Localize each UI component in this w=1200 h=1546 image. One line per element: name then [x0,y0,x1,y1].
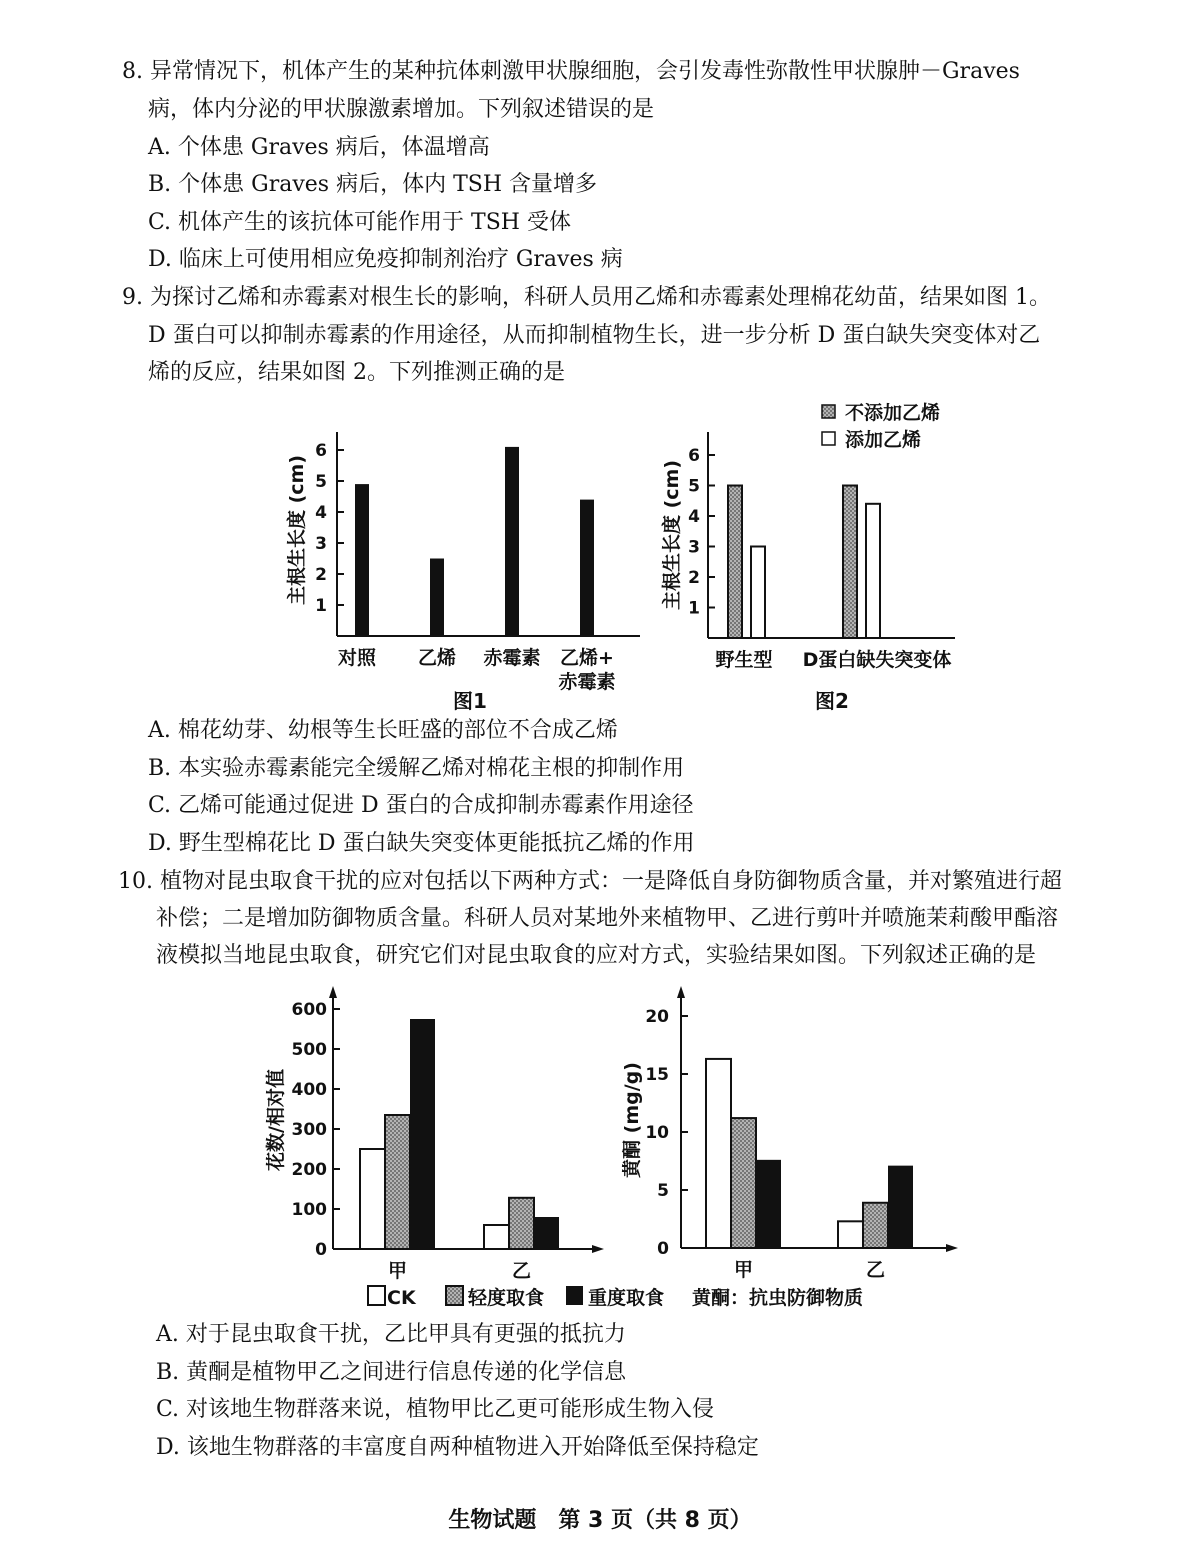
fig2-tick-label: 4 [688,507,700,527]
q10-legend [368,1286,863,1309]
q8-option-c: C. 机体产生的该抗体可能作用于 TSH 受体 [148,210,571,235]
q9-stem-line1: 9. 为探讨乙烯和赤霉素对根生长的影响，科研人员用乙烯和赤霉素处理棉花幼苗，结果如图 1。 [122,285,1051,310]
q8-stem-line2: 病，体内分泌的甲状腺激素增加。下列叙述错误的是 [148,97,655,122]
q8-stem-line1: 8. 异常情况下，机体产生的某种抗体刺激甲状腺细胞，会引发毒性弥散性甲状腺肿－Graves [122,59,1020,84]
fig2-bar [843,486,857,639]
q9-option-c: C. 乙烯可能通过促进 D 蛋白的合成抑制赤霉素作用途径 [148,793,694,818]
fig2-category-label: D蛋白缺失突变体 [802,649,952,671]
fig1-tick-label: 1 [315,596,327,616]
legend-swatch-light [446,1286,463,1305]
fig4-tick-label: 20 [645,1007,669,1027]
q9-option-b: B. 本实验赤霉素能完全缓解乙烯对棉花主根的抑制作用 [148,756,685,781]
fig4-bar [756,1160,781,1248]
fig3-x-arrow [592,1245,604,1253]
fig1-bars [355,447,594,636]
fig2-tick-label: 5 [688,476,700,497]
q10-option-d: D. 该地生物群落的丰富度自两种植物进入开始降低至保持稳定 [156,1435,759,1460]
q8-option-a: A. 个体患 Graves 病后，体温增高 [148,135,490,160]
fig1-categories [338,646,616,693]
fig3-bar [360,1149,385,1249]
q10-option-a: A. 对于昆虫取食干扰，乙比甲具有更强的抵抗力 [156,1322,626,1347]
legend-note: 黄酮：抗虫防御物质 [692,1287,864,1309]
fig2-title: 图2 [815,689,849,713]
fig3-categories [388,1260,531,1282]
fig4-bars [706,1059,913,1248]
q10-stem-line1: 10. 植物对昆虫取食干扰的应对包括以下两种方式：一是降低自身防御物质含量，并对繁殖进行超 [118,869,1062,894]
fig4-tick-label: 15 [645,1065,669,1085]
fig2-ticks [688,446,715,619]
fig2-categories [715,648,951,671]
legend-light: 轻度取食 [468,1287,545,1309]
fig2-tick-label: 1 [688,598,700,619]
fig2-category-label: 野生型 [715,649,773,671]
fig2-legend-ethylene: 添加乙烯 [845,429,922,451]
fig3-bars [360,1019,559,1249]
fig3-bar [410,1019,435,1249]
fig2-tick-label: 3 [688,537,700,558]
q10-stem-line3: 液模拟当地昆虫取食，研究它们对昆虫取食的应对方式，实验结果如图。下列叙述正确的是 [156,943,1037,968]
q10-option-b: B. 黄酮是植物甲乙之间进行信息传递的化学信息 [156,1360,627,1385]
fig1-category-label: 赤霉素 [558,671,616,693]
fig4-y-arrow [677,986,685,998]
fig3-category-label: 甲 [387,1260,408,1282]
fig1-ylabel: 主根生长度 (cm) [286,454,308,606]
fig2-legend-swatch-ethylene [822,432,835,445]
fig1-tick-label: 3 [315,534,327,554]
fig1-category-label: 赤霉素 [483,647,541,669]
fig2-legend-swatch-no-ethylene [822,405,835,418]
q9-stem-line2: D 蛋白可以抑制赤霉素的作用途径，从而抑制植物生长，进一步分析 D 蛋白缺失突变体对乙 [148,323,1041,348]
fig4-bar [888,1166,913,1248]
legend-ck: CK [387,1287,416,1309]
fig3-tick-label: 200 [291,1160,327,1180]
fig4-tick-label: 10 [645,1123,669,1143]
legend-heavy: 重度取食 [588,1287,665,1309]
fig3-tick-label: 100 [291,1200,327,1220]
q10-option-c: C. 对该地生物群落来说，植物甲比乙更可能形成生物入侵 [156,1397,715,1422]
fig4-categories [734,1259,885,1281]
fig4-category-label: 乙 [865,1259,886,1281]
fig2-legend-no-ethylene: 不添加乙烯 [845,402,941,424]
fig4-bar [838,1221,863,1248]
fig4-tick-label: 0 [657,1239,669,1259]
figure2-chart [660,401,955,713]
q10-stem-line2: 补偿；二是增加防御物质含量。科研人员对某地外来植物甲、乙进行剪叶并喷施茉莉酸甲酯溶 [156,906,1059,931]
fig4-bar [706,1059,731,1248]
fig1-bar [355,484,369,636]
legend-swatch-ck [368,1286,385,1305]
q9-option-a: A. 棉花幼芽、幼根等生长旺盛的部位不合成乙烯 [148,718,618,743]
fig3-tick-label: 400 [291,1080,327,1100]
fig1-bar [505,447,519,636]
fig3-bar [509,1198,534,1249]
fig3-y-arrow [329,986,337,998]
fig1-title: 图1 [453,689,487,713]
q9-stem-line3: 烯的反应，结果如图 2。下列推测正确的是 [148,360,565,385]
fig4-tick-label: 5 [657,1181,669,1201]
fig1-category-label: 乙烯+ [560,647,614,669]
fig1-category-label: 乙烯 [417,647,457,669]
fig4-bar [863,1203,888,1248]
q9-option-d: D. 野生型棉花比 D 蛋白缺失突变体更能抵抗乙烯的作用 [148,831,695,856]
fig2-ylabel: 主根生长度 (cm) [661,459,683,611]
q8-option-b: B. 个体患 Graves 病后，体内 TSH 含量增多 [148,172,598,197]
fig1-tick-label: 6 [315,441,327,461]
fig2-bar [728,486,742,639]
fig3-category-label: 乙 [511,1260,532,1282]
figure1-chart [285,432,640,713]
fig1-tick-label: 5 [315,472,327,492]
fig1-ticks [315,441,344,616]
fig2-bars [728,486,880,639]
page-footer: 生物试题 第 3 页（共 8 页） [448,1508,752,1533]
q8-option-d: D. 临床上可使用相应免疫抑制剂治疗 Graves 病 [148,247,623,272]
fig3-tick-label: 500 [291,1040,327,1060]
fig1-bar [580,500,594,636]
fig3-ylabel: 花数/相对值 [265,1069,287,1171]
fig4-x-arrow [946,1244,958,1252]
fig1-category-label: 对照 [337,647,377,669]
fig2-bar [866,504,880,638]
fig1-bar [430,559,444,637]
fig2-tick-label: 6 [688,446,700,466]
fig3-tick-label: 0 [315,1240,327,1260]
figure3-chart [264,986,604,1282]
fig3-bar [534,1217,559,1249]
fig2-tick-label: 2 [688,568,700,588]
fig4-bar [731,1118,756,1248]
fig3-bar [385,1115,410,1249]
fig3-tick-label: 300 [291,1120,327,1140]
fig3-tick-label: 600 [291,1000,327,1020]
fig4-ylabel: 黄酮 (mg/g) [621,1062,643,1178]
fig2-bar [751,547,765,639]
fig1-tick-label: 4 [315,503,327,523]
fig1-tick-label: 2 [315,565,327,585]
legend-swatch-heavy [566,1286,583,1305]
fig4-category-label: 甲 [733,1259,754,1281]
fig3-bar [484,1225,509,1249]
figure4-chart [620,986,958,1281]
